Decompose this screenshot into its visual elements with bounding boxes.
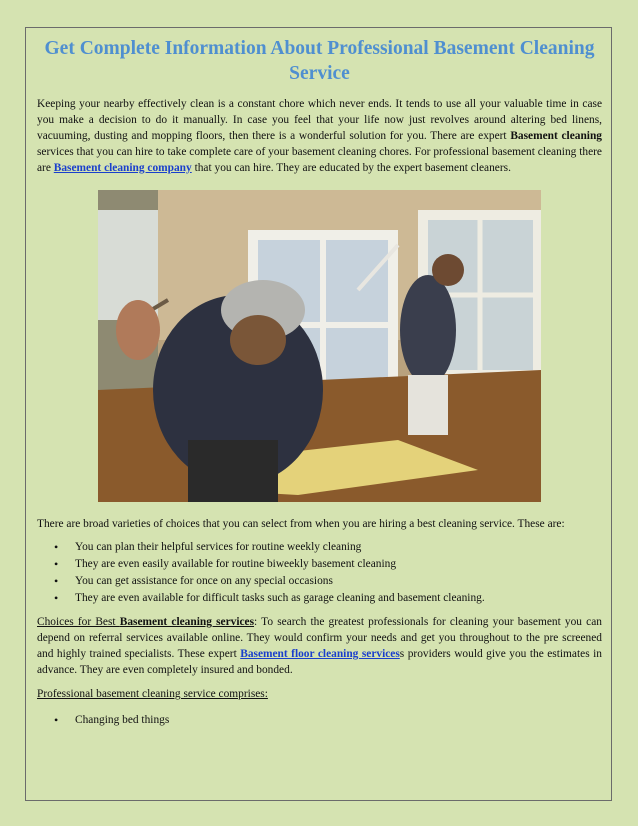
basement-cleaning-company-link[interactable]: Basement cleaning company: [53, 162, 192, 174]
photo-container: [37, 190, 602, 502]
comprises-heading: Professional basement cleaning service comprises:: [37, 688, 268, 700]
best-choices-text: s providers would give you the estimates in advance. They are even completely insured and bonded.: [37, 648, 602, 676]
varieties-paragraph: There are broad varieties of choices that you can select from when you are hiring a best cleaning service. These are:: [37, 518, 565, 530]
list-item: • You can get assistance for once on any special occasions: [70, 573, 602, 590]
list-item: • They are even easily available for routine biweekly basement cleaning: [70, 556, 602, 573]
intro-bold-term: Basement cleaning: [510, 130, 602, 142]
list-item: • They are even available for difficult tasks such as garage cleaning and basement cleaning.: [70, 590, 602, 607]
best-choices-text: : To search the greatest professionals for cleaning your basement you can depend on referral services available online. They would confirm your needs and get you throughout to the pre screened and highly trained specialists. These expert: [37, 616, 602, 660]
best-choices-paragraph: [37, 614, 602, 678]
list-item: • Changing bed things: [70, 712, 602, 729]
choices-list: [37, 539, 602, 607]
basement-floor-cleaning-link[interactable]: Basement floor cleaning services: [240, 648, 400, 660]
page-title: Get Complete Information About Professional Basement Cleaning Service: [44, 38, 595, 84]
workers-cleaning-photo: [98, 190, 541, 502]
document-body: [37, 36, 602, 729]
intro-paragraph: [37, 96, 602, 176]
intro-text: Keeping your nearby effectively clean is a constant chore which never ends. It tends to use all your valuable time in case you make a decision to do it manually. In case you feel that your life now just revolves around altering bed linens, vacuuming, dusting and mopping floors, then there is a wonderful solution for you. There are expert: [37, 98, 602, 142]
intro-text: services that you can hire to take complete care of your basement cleaning chores. For professional basement cleaning there are: [37, 146, 602, 174]
intro-text: that you can hire. They are educated by the expert basement cleaners.: [191, 162, 511, 174]
best-choices-heading: Choices for Best Basement cleaning services: [37, 616, 255, 628]
comprises-list: [37, 712, 602, 729]
list-item: • You can plan their helpful services for routine weekly cleaning: [70, 539, 602, 556]
